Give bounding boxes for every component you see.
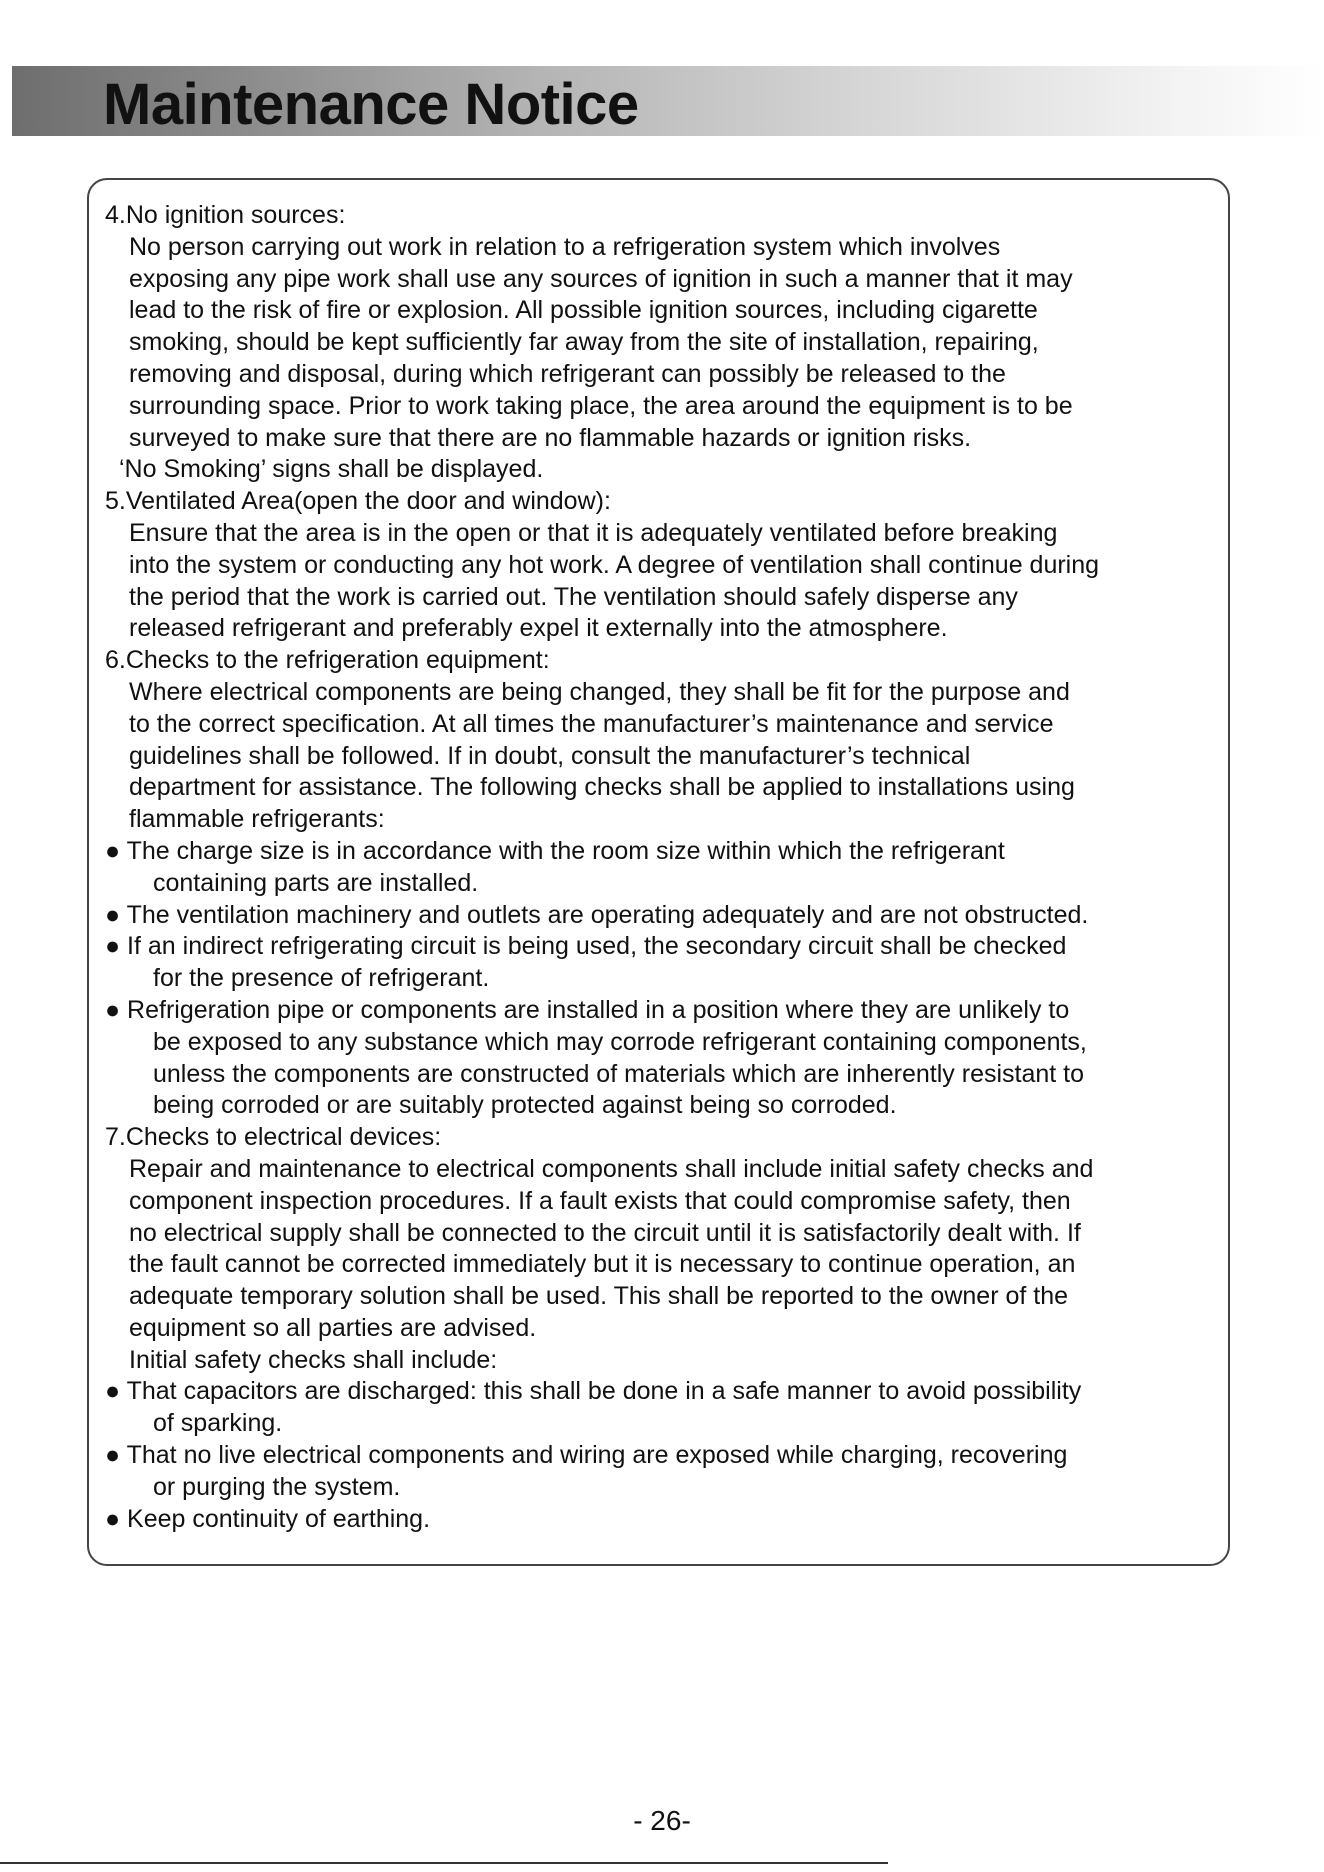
text-line: Initial safety checks shall include: — [129, 1345, 498, 1374]
bullet-item: ● The charge size is in accordance with the room size within which the refrigerant — [105, 836, 1005, 865]
text-line: the period that the work is carried out. The ventilation should safely disperse any — [129, 582, 1018, 611]
text-line: adequate temporary solution shall be used. This shall be reported to the owner of the — [129, 1282, 1069, 1311]
text-line: Repair and maintenance to electrical components shall include initial safety checks and — [129, 1154, 1094, 1183]
bullet-continuation: unless the components are constructed of materials which are inherently resistant to — [153, 1059, 1085, 1088]
bullet-item: ● That no live electrical components and wiring are exposed while charging, recovering — [105, 1441, 1068, 1470]
bullet-item: ● The ventilation machinery and outlets are operating adequately and are not obstructed. — [105, 900, 1089, 929]
text-line: flammable refrigerants: — [129, 805, 385, 834]
bottom-rule — [0, 1862, 888, 1864]
text-line: Ensure that the area is in the open or that it is adequately ventilated before breaking — [129, 518, 1058, 547]
text-line: into the system or conducting any hot work. A degree of ventilation shall continue during — [129, 550, 1100, 579]
text-line: removing and disposal, during which refrigerant can possibly be released to the — [129, 359, 1006, 388]
section-heading-6: 6.Checks to the refrigeration equipment: — [105, 646, 550, 675]
text-line: released refrigerant and preferably expel it externally into the atmosphere. — [129, 614, 948, 643]
text-line: smoking, should be kept sufficiently far away from the site of installation, repairing, — [129, 328, 1039, 357]
bullet-continuation: containing parts are installed. — [153, 868, 479, 897]
text-line: No person carrying out work in relation to a refrigeration system which involves — [129, 232, 1001, 261]
bullet-continuation: of sparking. — [153, 1409, 283, 1438]
text-line: to the correct specification. At all times the manufacturer’s maintenance and service — [129, 709, 1054, 738]
text-line: component inspection procedures. If a fault exists that could compromise safety, then — [129, 1186, 1071, 1215]
text-line: Where electrical components are being changed, they shall be fit for the purpose and — [129, 677, 1070, 706]
section-heading-4: 4.No ignition sources: — [105, 201, 346, 229]
section-heading-5: 5.Ventilated Area(open the door and window): — [105, 487, 611, 516]
text-line: department for assistance. The following checks shall be applied to installations using — [129, 773, 1075, 802]
text-line: surveyed to make sure that there are no flammable hazards or ignition risks. — [129, 423, 972, 452]
bullet-item: ● Keep continuity of earthing. — [105, 1504, 431, 1533]
text-line: surrounding space. Prior to work taking place, the area around the equipment is to be — [129, 391, 1073, 420]
bullet-item: ● If an indirect refrigerating circuit is being used, the secondary circuit shall be checked — [105, 932, 1067, 961]
section-heading-7: 7.Checks to electrical devices: — [105, 1123, 442, 1152]
text-line: lead to the risk of fire or explosion. All possible ignition sources, including cigarette — [129, 296, 1038, 325]
bullet-continuation: for the presence of refrigerant. — [153, 964, 490, 993]
text-line: the fault cannot be corrected immediately but it is necessary to continue operation, an — [129, 1250, 1076, 1279]
bullet-item: ● That capacitors are discharged: this shall be done in a safe manner to avoid possibility — [105, 1377, 1082, 1406]
bullet-continuation: being corroded or are suitably protected against being so corroded. — [153, 1091, 897, 1120]
text-line: equipment so all parties are advised. — [129, 1313, 537, 1342]
bullet-continuation: be exposed to any substance which may corrode refrigerant containing components, — [153, 1027, 1087, 1056]
text-line: ‘No Smoking’ signs shall be displayed. — [119, 455, 544, 484]
bullet-item: ● Refrigeration pipe or components are installed in a position where they are unlikely to — [105, 995, 1070, 1024]
bullet-continuation: or purging the system. — [153, 1472, 401, 1501]
text-line: guidelines shall be followed. If in doubt, consult the manufacturer’s technical — [129, 741, 971, 770]
notice-text — [105, 200, 1235, 1535]
page-title: Maintenance Notice — [103, 72, 639, 137]
text-line: exposing any pipe work shall use any sources of ignition in such a manner that it may — [129, 264, 1073, 293]
text-line: no electrical supply shall be connected to the circuit until it is satisfactorily dealt with. If — [129, 1218, 1081, 1247]
page-number: - 26- — [633, 1805, 691, 1836]
